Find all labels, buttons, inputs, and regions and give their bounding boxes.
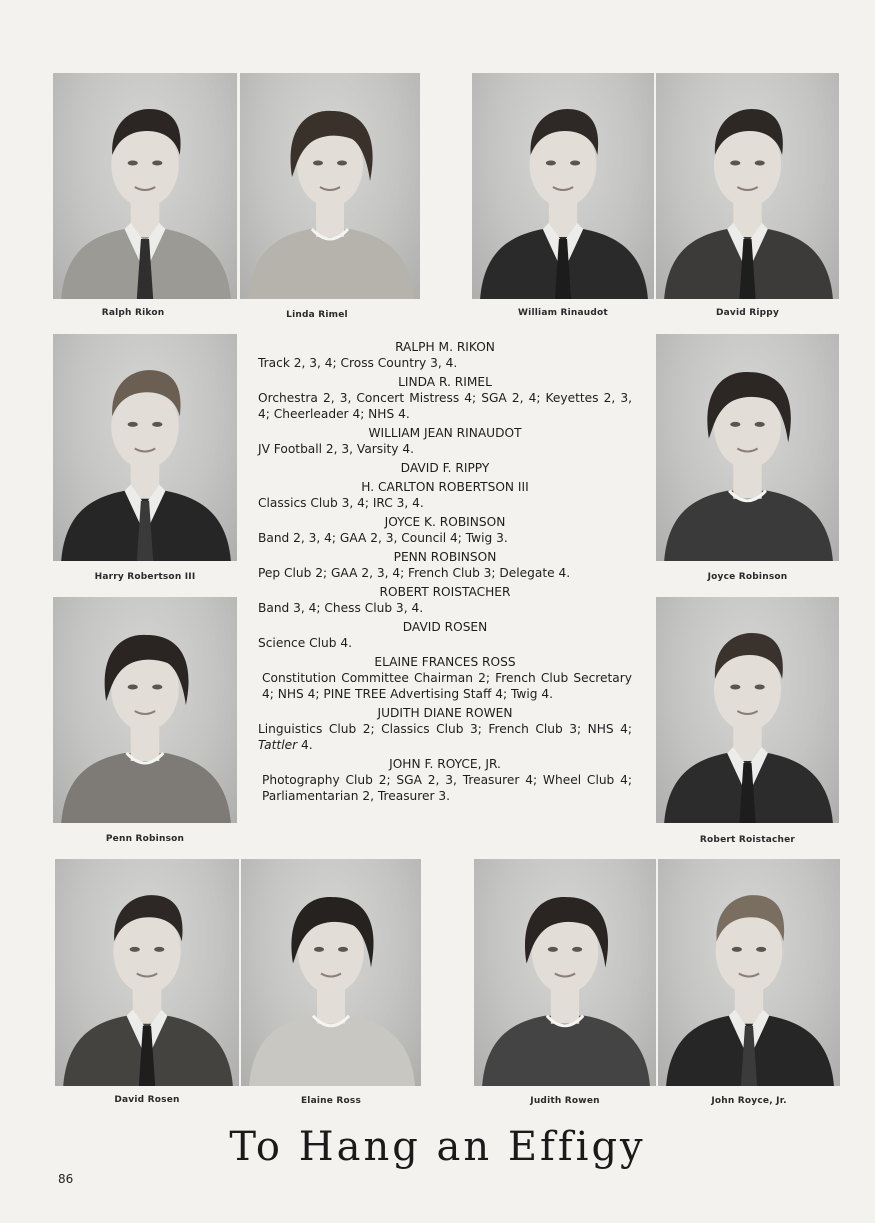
- bio-name: DAVID F. RIPPY: [400, 461, 490, 475]
- portrait-silhouette: [474, 859, 656, 1086]
- bio-entry: [258, 654, 632, 702]
- portrait-silhouette: [656, 73, 839, 299]
- portrait-silhouette: [240, 73, 420, 299]
- portrait-caption: Harry Robertson III: [94, 572, 196, 582]
- portrait-silhouette: [55, 859, 239, 1086]
- portrait-photo: [55, 859, 239, 1086]
- bio-activities: Orchestra 2, 3, Concert Mistress 4; SGA 2, 4; Keyettes 2, 3, 4; Cheerleader 4; NHS 4.: [258, 391, 632, 421]
- portrait-photo: [474, 859, 656, 1086]
- bio-name: JUDITH DIANE ROWEN: [377, 706, 513, 720]
- portrait-silhouette: [53, 334, 237, 561]
- bio-activities-italic: Tattler: [258, 738, 298, 752]
- portrait-caption: Robert Roistacher: [699, 835, 796, 845]
- portrait-photo: [53, 73, 237, 299]
- bio-entry: [258, 479, 632, 511]
- bio-entry: [258, 549, 632, 581]
- bio-entry: [258, 460, 632, 476]
- bio-activities: JV Football 2, 3, Varsity 4.: [258, 442, 415, 456]
- bio-entry: [258, 756, 632, 804]
- portrait-caption: Judith Rowen: [530, 1096, 600, 1106]
- bio-activities: Band 3, 4; Chess Club 3, 4.: [258, 601, 424, 615]
- portrait-silhouette: [656, 597, 839, 823]
- bio-name: LINDA R. RIMEL: [398, 375, 492, 389]
- portrait-caption: Elaine Ross: [300, 1096, 362, 1106]
- bio-activities: Track 2, 3, 4; Cross Country 3, 4.: [258, 356, 458, 370]
- biography-list: [258, 336, 632, 804]
- bio-name: ELAINE FRANCES ROSS: [374, 655, 516, 669]
- bio-activities: [258, 721, 632, 753]
- portrait-silhouette: [656, 334, 839, 561]
- bio-name: RALPH M. RIKON: [395, 340, 495, 354]
- portrait-photo: [656, 334, 839, 561]
- portrait-photo: [656, 597, 839, 823]
- portrait-photo: [241, 859, 421, 1086]
- bio-name: H. CARLTON ROBERTSON III: [361, 480, 529, 494]
- portrait-photo: [53, 597, 237, 823]
- bio-entry: [258, 514, 632, 546]
- portrait-photo: [658, 859, 840, 1086]
- bio-name: WILLIAM JEAN RINAUDOT: [368, 426, 522, 440]
- portrait-silhouette: [53, 597, 237, 823]
- bio-entry: [258, 425, 632, 457]
- bio-activities-tail: 4.: [297, 738, 313, 752]
- bio-activities: Band 2, 3, 4; GAA 2, 3, Council 4; Twig 3.: [258, 531, 508, 545]
- bio-entry: [258, 705, 632, 753]
- portrait-silhouette: [241, 859, 421, 1086]
- bio-activities: Photography Club 2; SGA 2, 3, Treasurer 4; Wheel Club 4; Parliamentarian 2, Treasurer 3.: [262, 773, 632, 803]
- portrait-caption: Ralph Rikon: [101, 308, 165, 318]
- bio-name: JOYCE K. ROBINSON: [384, 515, 506, 529]
- portrait-photo: [53, 334, 237, 561]
- portrait-caption: David Rosen: [114, 1095, 180, 1105]
- portrait-caption: Penn Robinson: [105, 834, 185, 844]
- page-title: To Hang an Effigy: [229, 1124, 646, 1170]
- portrait-photo: [656, 73, 839, 299]
- portrait-caption: John Royce, Jr.: [711, 1096, 787, 1106]
- portrait-caption: William Rinaudot: [518, 308, 608, 318]
- bio-name: JOHN F. ROYCE, JR.: [389, 757, 501, 771]
- bio-name: PENN ROBINSON: [393, 550, 497, 564]
- portrait-silhouette: [658, 859, 840, 1086]
- portrait-silhouette: [472, 73, 654, 299]
- bio-name: DAVID ROSEN: [402, 620, 488, 634]
- portrait-caption: Joyce Robinson: [707, 572, 788, 582]
- bio-activities: Science Club 4.: [258, 636, 352, 650]
- bio-activities: Classics Club 3, 4; IRC 3, 4.: [258, 496, 424, 510]
- portrait-photo: [240, 73, 420, 299]
- bio-entry: [258, 619, 632, 651]
- portrait-photo: [472, 73, 654, 299]
- bio-activities: Constitution Committee Chairman 2; French Club Secretary 4; NHS 4; PINE TREE Advertising Staff 4; Twig 4.: [262, 671, 632, 701]
- bio-entry: [258, 339, 632, 371]
- portrait-silhouette: [53, 73, 237, 299]
- portrait-caption: Linda Rimel: [286, 310, 348, 320]
- bio-name: ROBERT ROISTACHER: [379, 585, 511, 599]
- bio-entry: [258, 584, 632, 616]
- bio-activities-text: Linguistics Club 2; Classics Club 3; French Club 3; NHS 4;: [258, 722, 632, 736]
- page-number: 86: [58, 1172, 74, 1186]
- portrait-caption: David Rippy: [715, 308, 780, 318]
- bio-entry: [258, 374, 632, 422]
- bio-activities: Pep Club 2; GAA 2, 3, 4; French Club 3; Delegate 4.: [258, 566, 571, 580]
